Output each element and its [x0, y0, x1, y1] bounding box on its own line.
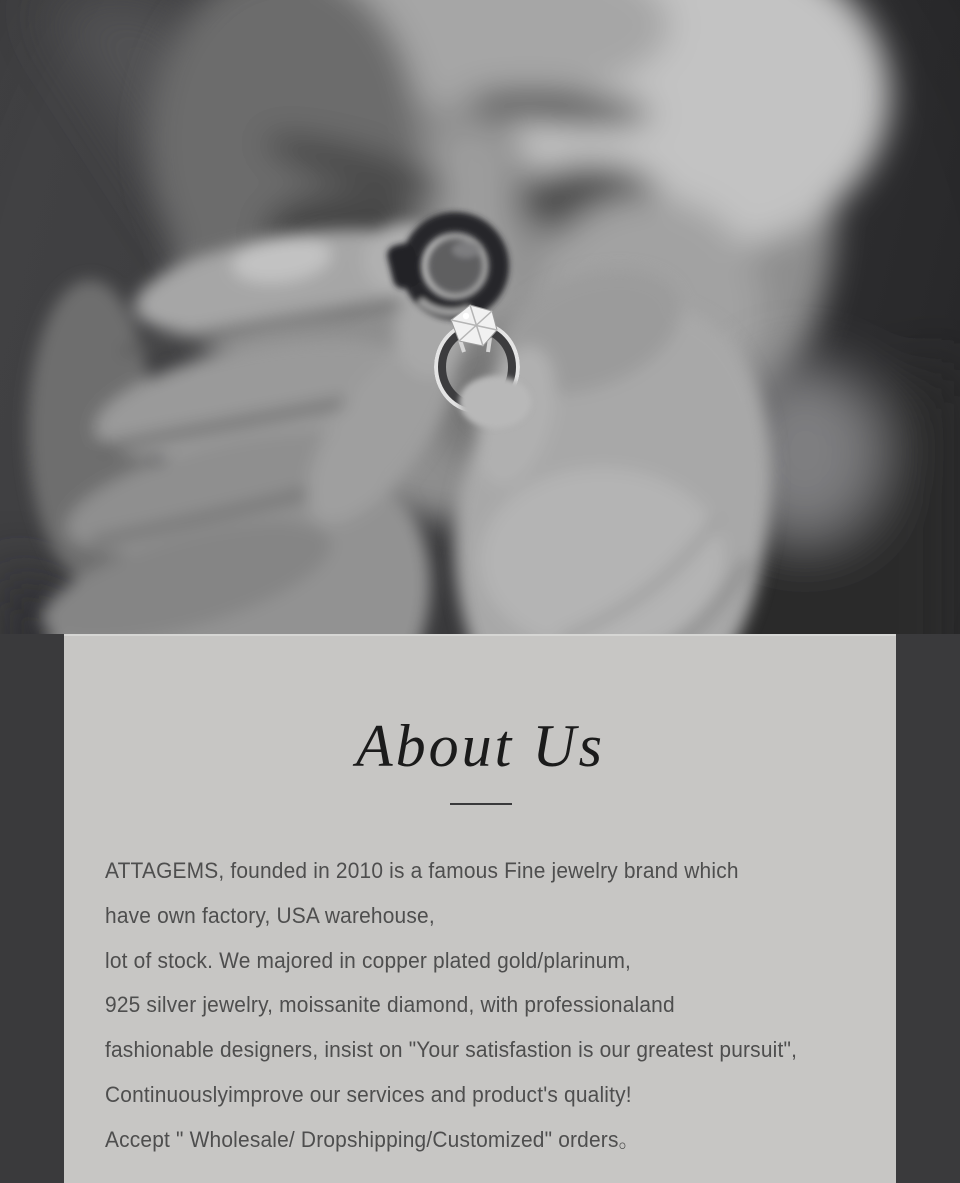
paragraph-line: lot of stock. We majored in copper plated gold/plarinum,: [105, 947, 632, 973]
about-card: [64, 634, 896, 1183]
paragraph-line: 925 silver jewelry, moissanite diamond, with professionaland: [105, 992, 675, 1018]
paragraph-line: Continuouslyimprove our services and product's quality!: [105, 1081, 632, 1107]
about-title: About Us: [356, 713, 605, 779]
paragraph-line: have own factory, USA warehouse,: [105, 902, 435, 928]
paragraph-line: Accept " Wholesale/ Dropshipping/Customized" orders。: [105, 1126, 640, 1152]
about-paragraph: [105, 849, 856, 1163]
paragraph-line: fashionable designers, insist on "Your satisfastion is our greatest pursuit",: [105, 1037, 798, 1063]
title-divider: [450, 803, 512, 805]
paragraph-line: ATTAGEMS, founded in 2010 is a famous Fine jewelry brand which: [105, 858, 739, 883]
